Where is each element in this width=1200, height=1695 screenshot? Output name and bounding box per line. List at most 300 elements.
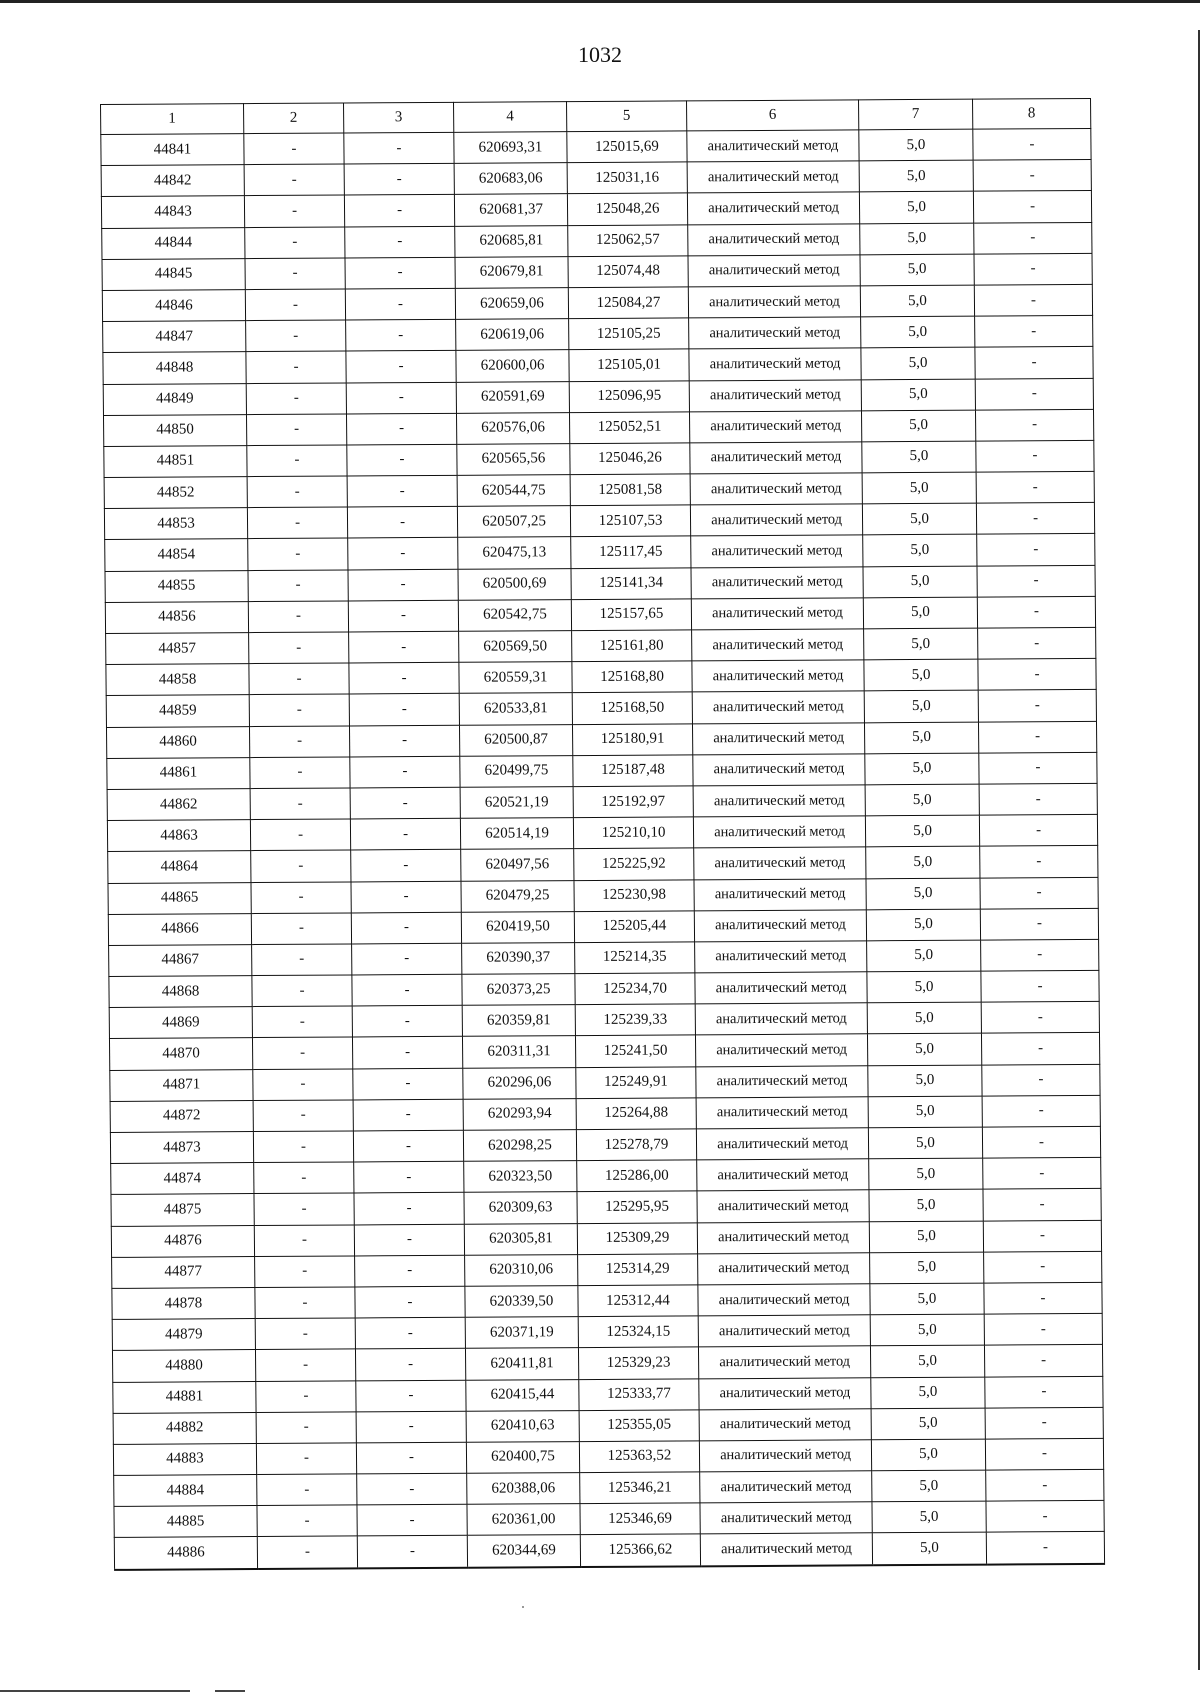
scan-mark <box>215 1690 245 1692</box>
col3-cell: - <box>344 164 454 196</box>
col2-cell: - <box>253 1131 353 1163</box>
point-number-cell: 44865 <box>108 882 251 914</box>
col3-cell: - <box>354 1161 464 1193</box>
point-number-cell: 44881 <box>113 1381 256 1413</box>
col2-cell: - <box>244 164 344 196</box>
coordinates-table-container <box>100 98 1104 1571</box>
header-cell: 1 <box>101 104 244 135</box>
col2-cell: - <box>255 1287 355 1319</box>
col8-cell: - <box>982 1126 1100 1158</box>
col8-cell: - <box>984 1251 1102 1283</box>
x-coordinate-cell: 620514,19 <box>460 818 573 850</box>
point-number-cell: 44886 <box>114 1537 257 1570</box>
x-coordinate-cell: 620310,06 <box>465 1254 578 1286</box>
header-cell: 5 <box>567 101 687 132</box>
col3-cell: - <box>350 756 460 788</box>
x-coordinate-cell: 620659,06 <box>455 288 568 320</box>
y-coordinate-cell: 125225,92 <box>574 848 694 880</box>
col2-cell: - <box>244 133 344 165</box>
method-cell: аналитический метод <box>688 223 860 255</box>
y-coordinate-cell: 125205,44 <box>574 911 694 943</box>
method-cell: аналитический метод <box>700 1502 872 1534</box>
accuracy-cell: 5,0 <box>862 503 976 535</box>
point-number-cell: 44880 <box>112 1350 255 1382</box>
accuracy-cell: 5,0 <box>868 1065 982 1097</box>
col8-cell: - <box>983 1189 1101 1221</box>
accuracy-cell: 5,0 <box>870 1314 984 1346</box>
method-cell: аналитический метод <box>689 411 861 443</box>
col2-cell: - <box>248 601 348 633</box>
point-number-cell: 44874 <box>111 1163 254 1195</box>
x-coordinate-cell: 620361,00 <box>467 1504 580 1536</box>
method-cell: аналитический метод <box>690 504 862 536</box>
accuracy-cell: 5,0 <box>860 254 974 286</box>
col3-cell: - <box>348 569 458 601</box>
x-coordinate-cell: 620311,31 <box>462 1036 575 1068</box>
col2-cell: - <box>251 850 351 882</box>
col3-cell: - <box>356 1442 466 1474</box>
col3-cell: - <box>356 1380 466 1412</box>
col3-cell: - <box>353 1130 463 1162</box>
col8-cell: - <box>985 1376 1103 1408</box>
accuracy-cell: 5,0 <box>861 347 975 379</box>
accuracy-cell: 5,0 <box>869 1189 983 1221</box>
method-cell: аналитический метод <box>696 1128 868 1160</box>
point-number-cell: 44884 <box>114 1475 257 1507</box>
scan-mark <box>0 1690 190 1692</box>
point-number-cell: 44841 <box>101 134 244 166</box>
y-coordinate-cell: 125230,98 <box>574 879 694 911</box>
accuracy-cell: 5,0 <box>868 1096 982 1128</box>
method-cell: аналитический метод <box>698 1253 870 1285</box>
point-number-cell: 44857 <box>106 633 249 665</box>
accuracy-cell: 5,0 <box>867 1002 981 1034</box>
point-number-cell: 44843 <box>101 196 244 228</box>
accuracy-cell: 5,0 <box>868 1127 982 1159</box>
y-coordinate-cell: 125168,50 <box>572 692 692 724</box>
method-cell: аналитический метод <box>699 1440 871 1472</box>
point-number-cell: 44885 <box>114 1506 257 1538</box>
point-number-cell: 44876 <box>111 1225 254 1257</box>
method-cell: аналитический метод <box>695 972 867 1004</box>
col3-cell: - <box>344 132 454 164</box>
point-number-cell: 44859 <box>106 695 249 727</box>
col8-cell: - <box>973 160 1091 192</box>
col2-cell: - <box>256 1380 356 1412</box>
y-coordinate-cell: 125312,44 <box>578 1285 698 1317</box>
col3-cell: - <box>351 912 461 944</box>
x-coordinate-cell: 620373,25 <box>462 974 575 1006</box>
x-coordinate-cell: 620542,75 <box>458 599 571 631</box>
method-cell: аналитический метод <box>698 1346 870 1378</box>
y-coordinate-cell: 125249,91 <box>576 1066 696 1098</box>
col3-cell: - <box>349 662 459 694</box>
col8-cell: - <box>973 191 1091 223</box>
point-number-cell: 44842 <box>101 165 244 197</box>
method-cell: аналитический метод <box>692 691 864 723</box>
col3-cell: - <box>355 1317 465 1349</box>
accuracy-cell: 5,0 <box>871 1408 985 1440</box>
x-coordinate-cell: 620569,50 <box>459 631 572 663</box>
x-coordinate-cell: 620507,25 <box>457 506 570 538</box>
col3-cell: - <box>350 818 460 850</box>
method-cell: аналитический метод <box>700 1471 872 1503</box>
x-coordinate-cell: 620410,63 <box>466 1410 579 1442</box>
col3-cell: - <box>349 694 459 726</box>
x-coordinate-cell: 620683,06 <box>454 163 567 195</box>
y-coordinate-cell: 125295,95 <box>577 1191 697 1223</box>
col2-cell: - <box>249 726 349 758</box>
method-cell: аналитический метод <box>695 941 867 973</box>
point-number-cell: 44856 <box>105 601 248 633</box>
accuracy-cell: 5,0 <box>871 1439 985 1471</box>
col2-cell: - <box>245 289 345 321</box>
method-cell: аналитический метод <box>699 1377 871 1409</box>
point-number-cell: 44871 <box>110 1069 253 1101</box>
y-coordinate-cell: 125180,91 <box>572 723 692 755</box>
accuracy-cell: 5,0 <box>866 909 980 941</box>
method-cell: аналитический метод <box>689 379 861 411</box>
method-cell: аналитический метод <box>689 317 861 349</box>
x-coordinate-cell: 620521,19 <box>460 787 573 819</box>
col2-cell: - <box>247 476 347 508</box>
method-cell: аналитический метод <box>691 598 863 630</box>
accuracy-cell: 5,0 <box>860 223 974 255</box>
accuracy-cell: 5,0 <box>869 1221 983 1253</box>
x-coordinate-cell: 620323,50 <box>464 1161 577 1193</box>
col2-cell: - <box>248 538 348 570</box>
header-cell: 8 <box>973 98 1091 129</box>
col8-cell: - <box>984 1345 1102 1377</box>
accuracy-cell: 5,0 <box>865 815 979 847</box>
scan-speck <box>522 1606 524 1608</box>
x-coordinate-cell: 620388,06 <box>467 1473 580 1505</box>
col2-cell: - <box>257 1505 357 1537</box>
point-number-cell: 44872 <box>110 1100 253 1132</box>
y-coordinate-cell: 125052,51 <box>569 412 689 444</box>
col3-cell: - <box>347 507 457 539</box>
point-number-cell: 44867 <box>109 944 252 976</box>
method-cell: аналитический метод <box>687 192 859 224</box>
header-cell: 2 <box>244 103 344 134</box>
y-coordinate-cell: 125031,16 <box>567 162 687 194</box>
y-coordinate-cell: 125363,52 <box>579 1441 699 1473</box>
accuracy-cell: 5,0 <box>865 753 979 785</box>
point-number-cell: 44869 <box>109 1007 252 1039</box>
col8-cell: - <box>978 627 1096 659</box>
method-cell: аналитический метод <box>690 473 862 505</box>
col8-cell: - <box>978 659 1096 691</box>
x-coordinate-cell: 620479,25 <box>461 880 574 912</box>
y-coordinate-cell: 125081,58 <box>570 474 690 506</box>
y-coordinate-cell: 125105,01 <box>569 349 689 381</box>
y-coordinate-cell: 125157,65 <box>571 599 691 631</box>
col2-cell: - <box>252 975 352 1007</box>
method-cell: аналитический метод <box>691 566 863 598</box>
col3-cell: - <box>349 631 459 663</box>
col8-cell: - <box>975 378 1093 410</box>
accuracy-cell: 5,0 <box>863 566 977 598</box>
point-number-cell: 44850 <box>103 414 246 446</box>
method-cell: аналитический метод <box>699 1408 871 1440</box>
accuracy-cell: 5,0 <box>863 535 977 567</box>
x-coordinate-cell: 620390,37 <box>462 942 575 974</box>
x-coordinate-cell: 620293,94 <box>463 1098 576 1130</box>
y-coordinate-cell: 125324,15 <box>578 1316 698 1348</box>
y-coordinate-cell: 125241,50 <box>575 1035 695 1067</box>
col2-cell: - <box>246 351 346 383</box>
y-coordinate-cell: 125239,33 <box>575 1004 695 1036</box>
col3-cell: - <box>355 1255 465 1287</box>
y-coordinate-cell: 125355,05 <box>579 1410 699 1442</box>
point-number-cell: 44883 <box>113 1443 256 1475</box>
col2-cell: - <box>250 757 350 789</box>
y-coordinate-cell: 125286,00 <box>577 1160 697 1192</box>
y-coordinate-cell: 125107,53 <box>570 505 690 537</box>
col2-cell: - <box>252 1006 352 1038</box>
method-cell: аналитический метод <box>697 1190 869 1222</box>
col3-cell: - <box>355 1286 465 1318</box>
x-coordinate-cell: 620619,06 <box>456 319 569 351</box>
col3-cell: - <box>354 1224 464 1256</box>
col3-cell: - <box>346 413 456 445</box>
x-coordinate-cell: 620296,06 <box>463 1067 576 1099</box>
col2-cell: - <box>244 195 344 227</box>
point-number-cell: 44879 <box>112 1319 255 1351</box>
col8-cell: - <box>986 1501 1104 1533</box>
point-number-cell: 44848 <box>103 352 246 384</box>
method-cell: аналитический метод <box>692 722 864 754</box>
col3-cell: - <box>344 195 454 227</box>
col3-cell: - <box>352 943 462 975</box>
col2-cell: - <box>250 788 350 820</box>
method-cell: аналитический метод <box>687 161 859 193</box>
x-coordinate-cell: 620600,06 <box>456 350 569 382</box>
y-coordinate-cell: 125161,80 <box>572 630 692 662</box>
col2-cell: - <box>249 632 349 664</box>
col8-cell: - <box>978 721 1096 753</box>
x-coordinate-cell: 620415,44 <box>466 1379 579 1411</box>
col2-cell: - <box>245 227 345 259</box>
point-number-cell: 44858 <box>106 664 249 696</box>
y-coordinate-cell: 125046,26 <box>570 443 690 475</box>
col2-cell: - <box>254 1225 354 1257</box>
y-coordinate-cell: 125214,35 <box>575 942 695 974</box>
y-coordinate-cell: 125105,25 <box>569 318 689 350</box>
col8-cell: - <box>982 1064 1100 1096</box>
method-cell: аналитический метод <box>693 754 865 786</box>
point-number-cell: 44868 <box>109 976 252 1008</box>
accuracy-cell: 5,0 <box>871 1377 985 1409</box>
method-cell: аналитический метод <box>692 629 864 661</box>
col2-cell: - <box>247 507 347 539</box>
y-coordinate-cell: 125096,95 <box>569 380 689 412</box>
method-cell: аналитический метод <box>694 847 866 879</box>
col8-cell: - <box>976 471 1094 503</box>
col2-cell: - <box>255 1256 355 1288</box>
col8-cell: - <box>985 1438 1103 1470</box>
col8-cell: - <box>980 877 1098 909</box>
x-coordinate-cell: 620400,75 <box>466 1441 579 1473</box>
accuracy-cell: 5,0 <box>859 129 973 161</box>
col8-cell: - <box>975 409 1093 441</box>
col8-cell: - <box>977 596 1095 628</box>
y-coordinate-cell: 125314,29 <box>578 1254 698 1286</box>
col2-cell: - <box>246 414 346 446</box>
col2-cell: - <box>245 258 345 290</box>
method-cell: аналитический метод <box>693 816 865 848</box>
accuracy-cell: 5,0 <box>862 441 976 473</box>
col8-cell: - <box>976 440 1094 472</box>
method-cell: аналитический метод <box>697 1221 869 1253</box>
col8-cell: - <box>977 534 1095 566</box>
method-cell: аналитический метод <box>696 1065 868 1097</box>
point-number-cell: 44870 <box>109 1038 252 1070</box>
accuracy-cell: 5,0 <box>861 316 975 348</box>
accuracy-cell: 5,0 <box>859 160 973 192</box>
header-cell: 7 <box>859 99 973 130</box>
accuracy-cell: 5,0 <box>870 1252 984 1284</box>
col8-cell: - <box>975 316 1093 348</box>
y-coordinate-cell: 125309,29 <box>577 1222 697 1254</box>
y-coordinate-cell: 125141,34 <box>571 568 691 600</box>
x-coordinate-cell: 620500,87 <box>459 724 572 756</box>
y-coordinate-cell: 125187,48 <box>573 755 693 787</box>
col8-cell: - <box>976 503 1094 535</box>
col8-cell: - <box>984 1314 1102 1346</box>
point-number-cell: 44844 <box>102 227 245 259</box>
y-coordinate-cell: 125074,48 <box>568 256 688 288</box>
col3-cell: - <box>346 382 456 414</box>
x-coordinate-cell: 620344,69 <box>467 1535 580 1567</box>
x-coordinate-cell: 620419,50 <box>461 911 574 943</box>
accuracy-cell: 5,0 <box>861 379 975 411</box>
coordinates-table <box>100 98 1105 1571</box>
y-coordinate-cell: 125346,21 <box>580 1472 700 1504</box>
accuracy-cell: 5,0 <box>872 1470 986 1502</box>
col3-cell: - <box>345 226 455 258</box>
col8-cell: - <box>979 815 1097 847</box>
point-number-cell: 44866 <box>108 913 251 945</box>
col3-cell: - <box>357 1536 467 1568</box>
y-coordinate-cell: 125366,62 <box>580 1534 700 1566</box>
x-coordinate-cell: 620497,56 <box>461 849 574 881</box>
y-coordinate-cell: 125084,27 <box>568 287 688 319</box>
x-coordinate-cell: 620576,06 <box>456 412 569 444</box>
col2-cell: - <box>247 445 347 477</box>
method-cell: аналитический метод <box>689 348 861 380</box>
col8-cell: - <box>983 1158 1101 1190</box>
col2-cell: - <box>251 881 351 913</box>
accuracy-cell: 5,0 <box>864 691 978 723</box>
x-coordinate-cell: 620544,75 <box>457 475 570 507</box>
col2-cell: - <box>251 913 351 945</box>
col3-cell: - <box>351 881 461 913</box>
col2-cell: - <box>252 1037 352 1069</box>
col2-cell: - <box>252 944 352 976</box>
x-coordinate-cell: 620339,50 <box>465 1286 578 1318</box>
method-cell: аналитический метод <box>692 660 864 692</box>
col8-cell: - <box>974 284 1092 316</box>
x-coordinate-cell: 620679,81 <box>455 256 568 288</box>
col2-cell: - <box>253 1100 353 1132</box>
method-cell: аналитический метод <box>696 1097 868 1129</box>
point-number-cell: 44860 <box>106 726 249 758</box>
point-number-cell: 44852 <box>104 477 247 509</box>
col8-cell: - <box>980 846 1098 878</box>
col3-cell: - <box>348 600 458 632</box>
col2-cell: - <box>254 1193 354 1225</box>
col2-cell: - <box>257 1536 357 1568</box>
method-cell: аналитический метод <box>691 535 863 567</box>
accuracy-cell: 5,0 <box>865 784 979 816</box>
col3-cell: - <box>348 538 458 570</box>
point-number-cell: 44875 <box>111 1194 254 1226</box>
x-coordinate-cell: 620499,75 <box>460 755 573 787</box>
col8-cell: - <box>985 1407 1103 1439</box>
col3-cell: - <box>357 1505 467 1537</box>
table-body <box>101 128 1105 1569</box>
x-coordinate-cell: 620305,81 <box>464 1223 577 1255</box>
col3-cell: - <box>345 288 455 320</box>
y-coordinate-cell: 125015,69 <box>567 131 687 163</box>
x-coordinate-cell: 620533,81 <box>459 693 572 725</box>
y-coordinate-cell: 125062,57 <box>568 224 688 256</box>
accuracy-cell: 5,0 <box>861 410 975 442</box>
point-number-cell: 44851 <box>104 445 247 477</box>
col3-cell: - <box>345 257 455 289</box>
point-number-cell: 44855 <box>105 570 248 602</box>
accuracy-cell: 5,0 <box>860 285 974 317</box>
col8-cell: - <box>981 1002 1099 1034</box>
point-number-cell: 44873 <box>110 1132 253 1164</box>
col3-cell: - <box>352 974 462 1006</box>
header-cell: 3 <box>344 102 454 133</box>
method-cell: аналитический метод <box>697 1159 869 1191</box>
col3-cell: - <box>357 1473 467 1505</box>
accuracy-cell: 5,0 <box>866 846 980 878</box>
col8-cell: - <box>974 222 1092 254</box>
col8-cell: - <box>974 253 1092 285</box>
accuracy-cell: 5,0 <box>870 1345 984 1377</box>
col2-cell: - <box>249 694 349 726</box>
accuracy-cell: 5,0 <box>864 628 978 660</box>
x-coordinate-cell: 620591,69 <box>456 381 569 413</box>
col3-cell: - <box>350 787 460 819</box>
point-number-cell: 44845 <box>102 258 245 290</box>
x-coordinate-cell: 620685,81 <box>455 225 568 257</box>
y-coordinate-cell: 125192,97 <box>573 786 693 818</box>
col8-cell: - <box>982 1095 1100 1127</box>
col3-cell: - <box>351 850 461 882</box>
method-cell: аналитический метод <box>694 878 866 910</box>
scan-mark <box>1125 0 1200 2</box>
col8-cell: - <box>979 783 1097 815</box>
accuracy-cell: 5,0 <box>863 597 977 629</box>
col8-cell: - <box>986 1532 1104 1564</box>
x-coordinate-cell: 620681,37 <box>454 194 567 226</box>
col2-cell: - <box>246 382 346 414</box>
y-coordinate-cell: 125264,88 <box>576 1098 696 1130</box>
point-number-cell: 44863 <box>107 820 250 852</box>
y-coordinate-cell: 125048,26 <box>567 193 687 225</box>
accuracy-cell: 5,0 <box>872 1501 986 1533</box>
accuracy-cell: 5,0 <box>866 878 980 910</box>
method-cell: аналитический метод <box>694 910 866 942</box>
x-coordinate-cell: 620500,69 <box>458 568 571 600</box>
y-coordinate-cell: 125346,69 <box>580 1503 700 1535</box>
col3-cell: - <box>353 1068 463 1100</box>
